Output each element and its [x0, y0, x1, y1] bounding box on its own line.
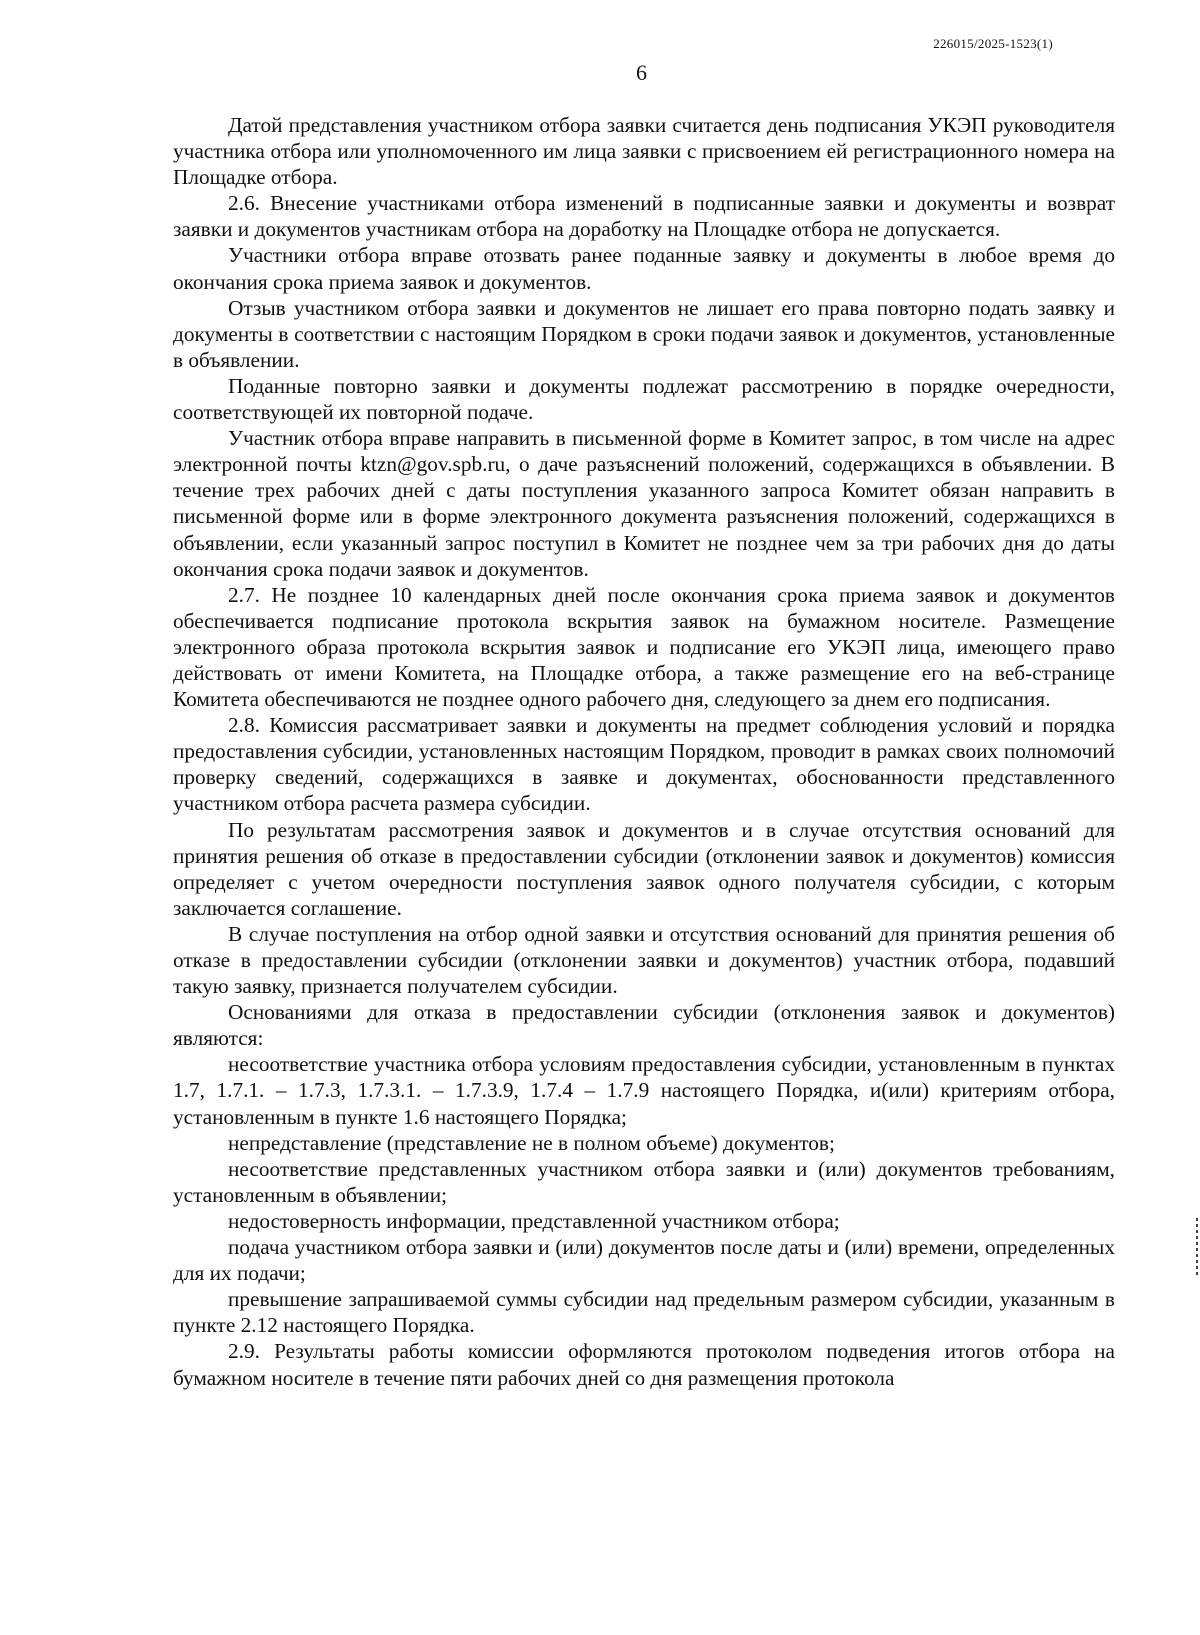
paragraph: недостоверность информации, представленной участником отбора; [228, 1208, 840, 1233]
paragraph: несоответствие представленных участником отбора заявки и (или) документов требованиям, установленным в объявлении; [173, 1156, 1115, 1207]
paragraph: непредставление (представление не в полном объеме) документов; [228, 1130, 835, 1155]
paragraph: подача участником отбора заявки и (или) документов после даты и (или) времени, определенных для их подачи; [173, 1235, 1115, 1286]
paragraph: 2.7. Не позднее 10 календарных дней после окончания срока приема заявок и документов обеспечивается подписание протокола вскрытия заявок на бумажном носителе. Размещение электронного образа протокола вскрытия заявок и подписание его УКЭП лица, имеющего право действовать от имени Комитета, на Площадке отбора, а также размещение его на веб-странице Комитета обеспечиваются не позднее одного рабочего дня, следующего за днем его подписания. [173, 582, 1115, 712]
scan-edge-mark [1196, 1218, 1198, 1276]
paragraph: Датой представления участником отбора заявки считается день подписания УКЭП руководителя участника отбора или уполномоченного им лица заявки с присвоением ей регистрационного номера на Площадке отбора. [173, 113, 1115, 190]
paragraph: Отзыв участником отбора заявки и документов не лишает его права повторно подать заявку и документы в соответствии с настоящим Порядком в сроки подачи заявок и документов, установленные в объявлении. [173, 295, 1115, 372]
paragraph: 2.8. Комиссия рассматривает заявки и документы на предмет соблюдения условий и порядка предоставления субсидии, установленных настоящим Порядком, проводит в рамках своих полномочий проверку сведений, содержащихся в заявке и документах, обоснованности представленного участником отбора расчета размера субсидии. [173, 713, 1115, 816]
paragraph: несоответствие участника отбора условиям предоставления субсидии, установленным в пунктах 1.7, 1.7.1. – 1.7.3, 1.7.3.1. – 1.7.3.9, 1.7.4 – 1.7.9 настоящего Порядка, и(или) критериям отбора, установленным в пункте 1.6 настоящего Порядка; [173, 1052, 1115, 1129]
paragraph: Участник отбора вправе направить в письменной форме в Комитет запрос, в том числе на адрес электронной почты ktzn@gov.spb.ru, о даче разъяснений положений, содержащихся в объявлении. В течение трех рабочих дней с даты поступления указанного запроса Комитет обязан направить в письменной форме или в форме электронного документа разъяснения положений, содержащихся в объявлении, если указанный запрос поступил в Комитет не позднее чем за три рабочих дня до даты окончания срока подачи заявок и документов. [173, 426, 1115, 581]
paragraph: Участники отбора вправе отозвать ранее поданные заявку и документы в любое время до окончания срока приема заявок и документов. [173, 243, 1115, 294]
document-body [173, 112, 1115, 1391]
paragraph: В случае поступления на отбор одной заявки и отсутствия оснований для принятия решения об отказе в предоставлении субсидии (отклонении заявки и документов) участник отбора, подавший такую заявку, признается получателем субсидии. [173, 921, 1115, 999]
page-number: 6 [636, 60, 647, 85]
paragraph: Основаниями для отказа в предоставлении субсидии (отклонения заявок и документов) являются: [173, 1000, 1115, 1051]
paragraph: превышение запрашиваемой суммы субсидии над предельным размером субсидии, указанным в пункте 2.12 настоящего Порядка. [173, 1287, 1115, 1338]
paragraph: 2.6. Внесение участниками отбора изменений в подписанные заявки и документы и возврат заявки и документов участникам отбора на доработку на Площадке отбора не допускается. [173, 191, 1115, 242]
document-registration-number: 226015/2025-1523(1) [933, 36, 1053, 51]
paragraph: По результатам рассмотрения заявок и документов и в случае отсутствия оснований для принятия решения об отказе в предоставлении субсидии (отклонении заявок и документов) комиссия определяет с учетом очередности поступления заявок одного получателя субсидии, с которым заключается соглашение. [173, 817, 1115, 920]
paragraph: Поданные повторно заявки и документы подлежат рассмотрению в порядке очередности, соответствующей их повторной подаче. [173, 373, 1115, 425]
paragraph: 2.9. Результаты работы комиссии оформляются протоколом подведения итогов отбора на бумажном носителе в течение пяти рабочих дней со дня размещения протокола [173, 1339, 1115, 1390]
